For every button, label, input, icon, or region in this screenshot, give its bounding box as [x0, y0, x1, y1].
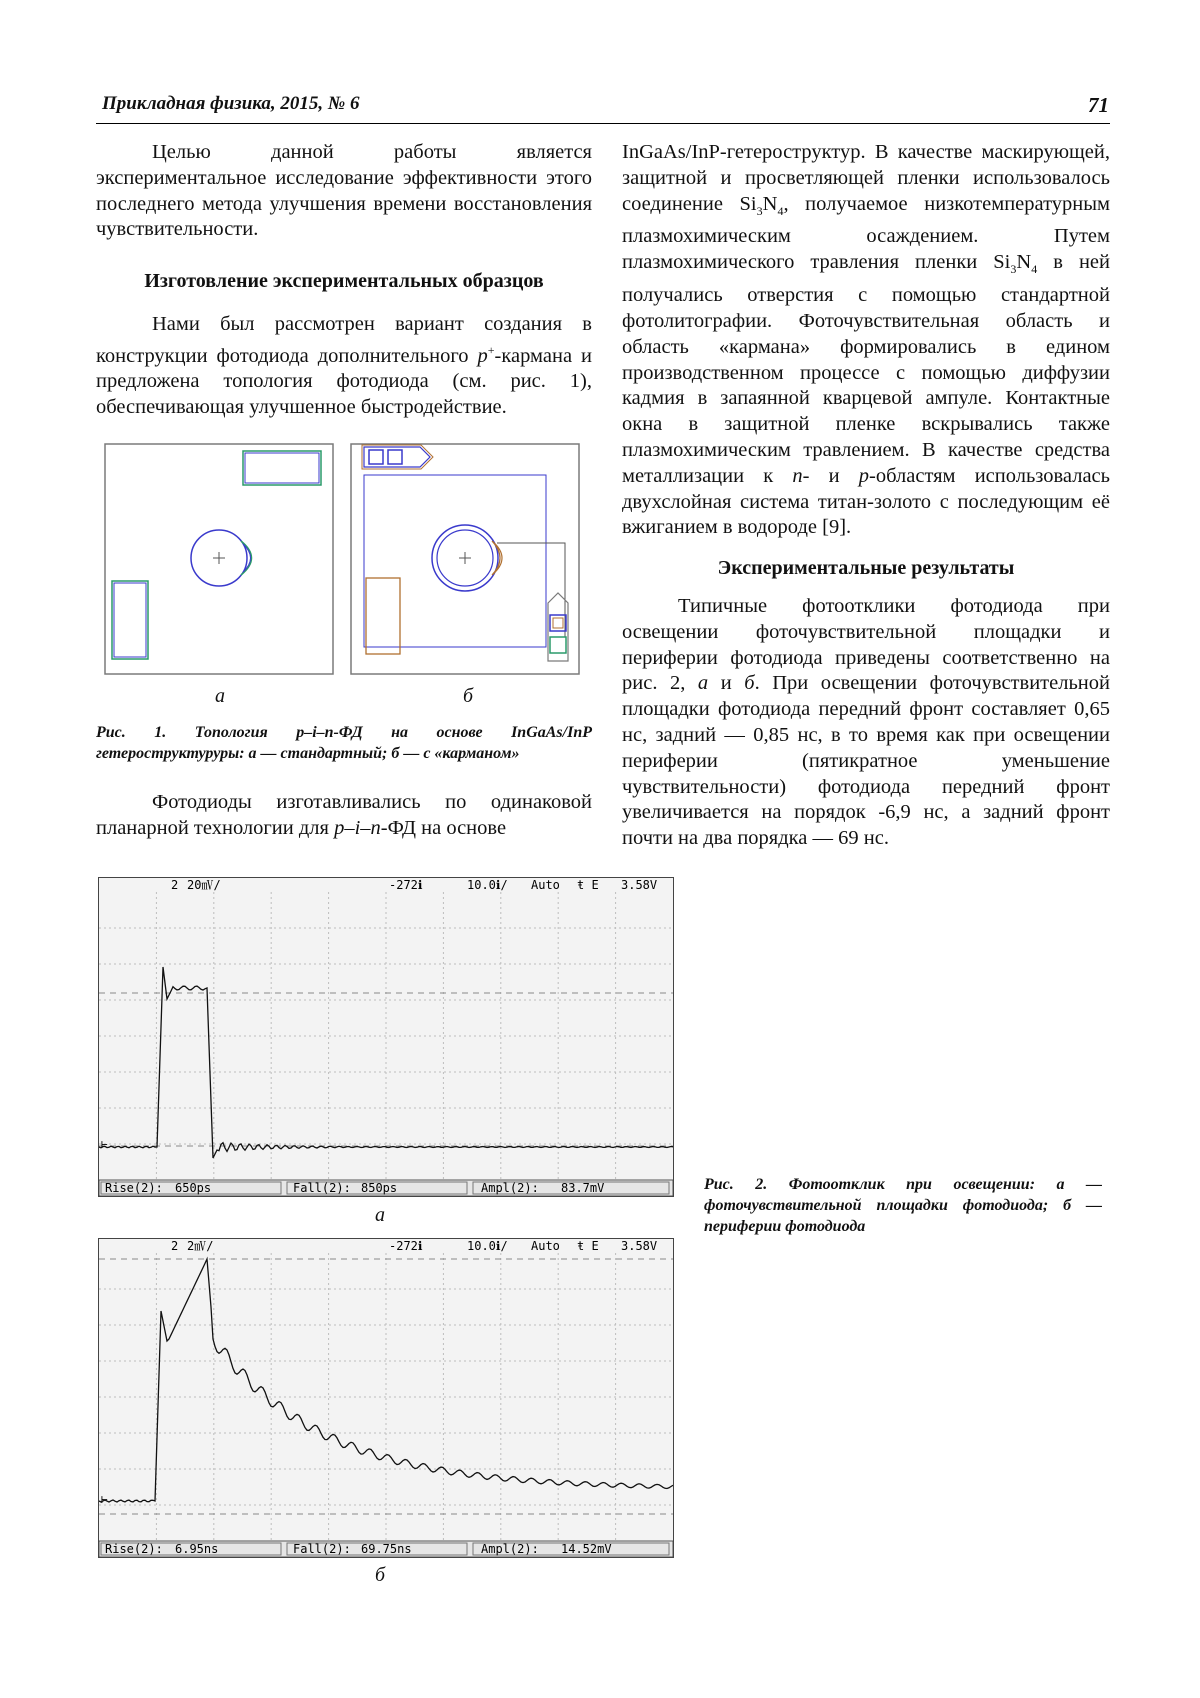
scope-b-grid: [99, 1253, 673, 1541]
r-sub3-b: 3: [1010, 262, 1017, 277]
scope-b-screen: [98, 1238, 674, 1558]
r-p2-fig-b: б: [744, 672, 755, 695]
r-p-italic: p: [858, 464, 870, 487]
fig1-caption: Рис. 1. Топология p–i–n-ФД на основе InGaAs/InP гетероструктуруры: а — стандартный; б — с «карманом»: [96, 724, 592, 762]
scope-b-fall-label: Fall(2):: [293, 1542, 351, 1556]
r-p2-fig-a: а: [697, 672, 709, 695]
scope-a-rise-value: 650ps: [175, 1181, 212, 1195]
scope-a-mode: Auto: [531, 878, 560, 892]
scope-b-ampl-value: 14.52mV: [561, 1542, 612, 1556]
scope-b-trig-icon: ŧ E: [577, 1239, 599, 1253]
r-p1-b: , получаемое низкотемпературным плазмохимическим осаждением. Путем плазмохимического травления пленки Si: [622, 192, 1110, 274]
fig2-label-b: б: [374, 1564, 386, 1586]
scope-a-ampl-label: Ampl(2):: [481, 1181, 539, 1195]
r-and: - и: [802, 464, 859, 487]
fig1-label-a: а: [215, 685, 225, 707]
fig1b-topology: [350, 443, 580, 675]
r-p1-a: InGaAs/InP-гетероструктур. В качестве маскирующей, защитной и просветляющей пленки использовалось соединение Si: [622, 141, 1110, 215]
r-sub4-a: 4: [777, 203, 784, 218]
p2-sup: +: [487, 342, 495, 357]
p2-text-a: Нами был рассмотрен вариант создания в конструкции фотодиода дополнительного: [96, 313, 592, 367]
scope-a-ground-marker: ⊢: [101, 1138, 108, 1151]
section-heading-fabrication: Изготовление экспериментальных образцов: [144, 270, 544, 292]
r-sub3-a: 3: [756, 203, 763, 218]
scope-a-trig-icon: ŧ E: [577, 878, 599, 892]
r-sub4-b: 4: [1031, 262, 1038, 277]
r-p2-and: и: [708, 672, 745, 695]
scope-b-ampl-label: Ampl(2):: [481, 1542, 539, 1556]
scope-b-rise-label: Rise(2):: [105, 1542, 163, 1556]
scope-a-fall-value: 850ps: [361, 1181, 398, 1195]
fabrication-paragraph: [96, 312, 592, 421]
section-heading-results: Экспериментальные результаты: [717, 557, 1015, 579]
scope-b-channel: 2: [171, 1239, 179, 1253]
scope-a-fall-label: Fall(2):: [293, 1181, 351, 1195]
scope-b-svg: [99, 1239, 673, 1557]
scope-a-vdiv: 20㎷/: [187, 878, 221, 892]
scope-a-ampl-value: 83.7mV: [561, 1181, 605, 1195]
p3-pin: p–i–n: [334, 816, 381, 839]
fig2-label-a: а: [375, 1204, 385, 1226]
header-rule: [96, 123, 1110, 124]
intro-paragraph: Целью данной работы является экспериментальное исследование эффективности этого последнего метода улучшения времени восстановления чувствительности.: [96, 141, 592, 241]
p3-text-b: -ФД на основе: [380, 816, 507, 839]
p2-text-b: -кармана и предложена топология фотодиода (см. рис. 1), обеспечивающая улучшенное быстродействие.: [96, 344, 592, 419]
results-paragraph: [622, 594, 1110, 852]
scope-b-trigger-time: -272ℹ: [389, 1239, 423, 1253]
left-column: [96, 140, 592, 243]
scope-b-trig-level: 3.58V: [621, 1239, 658, 1253]
r-n-b: N: [1016, 251, 1032, 274]
scope-b-tdiv: 10.0ℹ/: [467, 1239, 508, 1253]
right-column-paragraph: [622, 140, 1110, 541]
journal-header: Прикладная физика, 2015, № 6: [102, 93, 360, 114]
scope-a-screen: [98, 877, 674, 1197]
scope-a-svg: [99, 878, 673, 1196]
p2-p-letter: p: [477, 344, 488, 367]
scope-a-grid: [99, 892, 673, 1180]
p3-text-a: Фотодиоды изготавливались по одинаковой планарной технологии для: [96, 791, 592, 839]
technology-paragraph: [96, 790, 592, 842]
scope-b-ground-marker: ⊢: [101, 1493, 108, 1506]
fig1a-topology: [104, 443, 334, 675]
scope-b-vdiv: 2㎷/: [187, 1239, 214, 1253]
r-p2-a: Типичные фотоотклики фотодиода при освещении фоточувствительной площадки и периферии фотодиода приведены соответственно на рис. 2,: [622, 595, 1110, 695]
scope-a-trig-level: 3.58V: [621, 878, 658, 892]
scope-b-mode: Auto: [531, 1239, 560, 1253]
r-p1-c: в ней получались отверстия с помощью стандартной фотолитографии. Фоточувствительная область и область «кармана» формировались в едином производственном процессе с помощью диффузии кадмия в запаянной кварцевой ампуле. Контактные окна в защитной пленке вскрывались также плазмохимическим травлением. В качестве средства металлизации к: [622, 251, 1110, 487]
scope-a-rise-label: Rise(2):: [105, 1181, 163, 1195]
scope-a-channel: 2: [171, 878, 179, 892]
r-p1-d: -областям использовалась двухслойная система титан-золото с последующим её вжиганием в водороде [9].: [622, 464, 1110, 539]
scope-a-trigger-time: -272ℹ: [389, 878, 423, 892]
scope-b-rise-value: 6.95ns: [175, 1542, 219, 1556]
fig1-label-b: б: [462, 685, 474, 707]
r-n-a: N: [762, 192, 778, 215]
fig2-caption: Рис. 2. Фотоотклик при освещении: а — фоточувствительной площадки фотодиода; б — периферии фотодиода: [704, 1176, 1102, 1235]
r-n-italic: n: [792, 464, 803, 487]
scope-b-fall-value: 69.75ns: [361, 1542, 412, 1556]
scope-b-trace: [99, 1259, 673, 1502]
scope-a-tdiv: 10.0ℹ/: [467, 878, 508, 892]
r-p2-b: . При освещении фоточувствительной площадки фотодиода передний фронт составляет 0,65 нс, задний — 0,85 нс, в то время как при освещении периферии (пятикратное уменьшение чувствительности) фотодиода передний фронт увеличивается на порядок -6,9 нс, а задний фронт почти на два порядка — 69 нс.: [622, 672, 1110, 850]
page-number: 71: [1088, 93, 1109, 117]
